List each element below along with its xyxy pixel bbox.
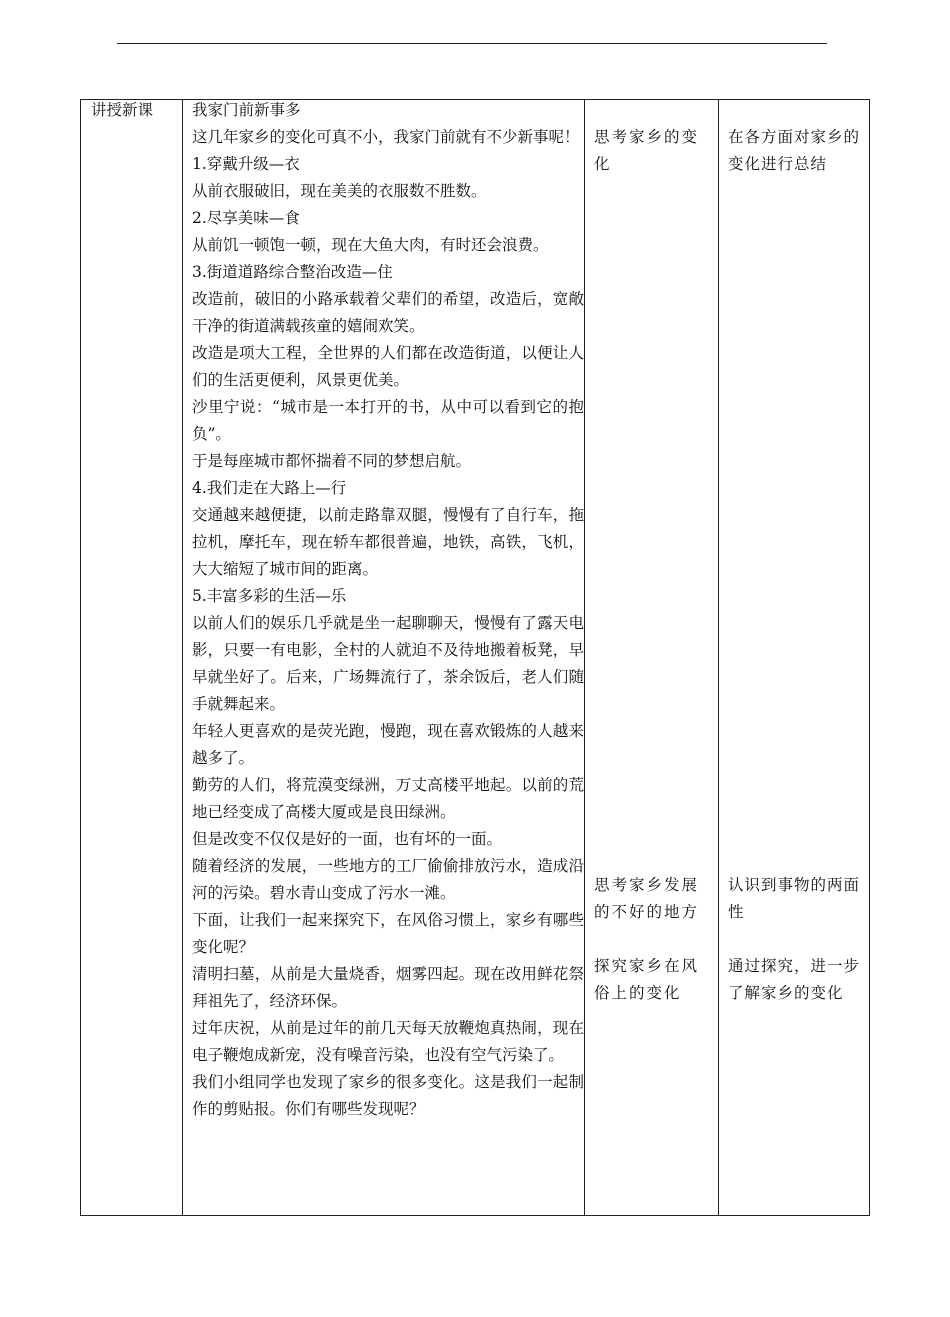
content-paragraph: 沙里宁说：“城市是一本打开的书，从中可以看到它的抱负”。: [192, 398, 584, 443]
column-divider: [584, 100, 585, 1215]
content-paragraph: 我们小组同学也发现了家乡的很多变化。这是我们一起制作的剪贴报。你们有哪些发现呢？: [192, 1073, 584, 1118]
student-activity-text: 思考家乡的变化: [594, 128, 700, 173]
content-paragraph: 随着经济的发展，一些地方的工厂偷偷排放污水，造成沿河的污染。碧水青山变成了污水一滩。: [192, 857, 584, 902]
content-paragraph: 于是每座城市都怀揣着不同的梦想启航。: [192, 452, 472, 470]
content-paragraph: 年轻人更喜欢的是荧光跑，慢跑，现在喜欢锻炼的人越来越多了。: [192, 722, 584, 767]
content-paragraph: 5.丰富多彩的生活—乐: [192, 587, 347, 605]
student-activity-2: [594, 872, 712, 1007]
content-paragraph: 从前饥一顿饱一顿，现在大鱼大肉，有时还会浪费。: [192, 236, 549, 254]
content-paragraph: 3.街道道路综合整治改造—住: [192, 263, 393, 281]
content-paragraph: 从前衣服破旧，现在美美的衣服数不胜数。: [192, 182, 487, 200]
content-paragraph: 以前人们的娱乐几乎就是坐一起聊聊天，慢慢有了露天电影，只要一有电影，全村的人就迫不及待地搬着板凳，早早就坐好了。后来，广场舞流行了，茶余饭后，老人们随手就舞起来。: [192, 614, 584, 713]
content-paragraph: 2.尽享美味—食: [192, 209, 300, 227]
content-paragraph: 我家门前新事多: [192, 101, 301, 119]
content-paragraph: 改造前，破旧的小路承载着父辈们的希望，改造后，宽敞干净的街道满载孩童的嬉闹欢笑。: [192, 290, 584, 335]
stage-label: 讲授新课: [91, 101, 154, 119]
content-paragraph: 过年庆祝，从前是过年的前几天每天放鞭炮真热闹，现在电子鞭炮成新宠，没有噪音污染，也没有空气污染了。: [192, 1019, 584, 1064]
content-paragraph: 勤劳的人们，将荒漠变绿洲，万丈高楼平地起。以前的荒地已经变成了高楼大厦或是良田绿洲。: [192, 776, 584, 821]
lesson-table: [80, 99, 870, 1216]
content-paragraph: 改造是项大工程，全世界的人们都在改造街道，以便让人们的生活更便利，风景更优美。: [192, 344, 584, 389]
design-intent-text: 认识到事物的两面性: [728, 876, 861, 921]
content-paragraph: 4.我们走在大路上—行: [192, 479, 347, 497]
design-intent-1: [728, 124, 864, 178]
teaching-content: [192, 97, 584, 1123]
student-activity-text: 思考家乡发展的不好的地方: [594, 876, 700, 921]
content-paragraph: 交通越来越便捷，以前走路靠双腿，慢慢有了自行车，拖拉机，摩托车，现在轿车都很普遍，地铁，高铁，飞机，大大缩短了城市间的距离。: [192, 506, 584, 578]
student-activity-1: [594, 124, 712, 178]
student-activity-text: 探究家乡在风俗上的变化: [594, 957, 700, 1002]
content-paragraph: 清明扫墓，从前是大量烧香，烟雾四起。现在改用鲜花祭拜祖先了，经济环保。: [192, 965, 584, 1010]
column-divider: [718, 100, 719, 1215]
content-paragraph: 这几年家乡的变化可真不小，我家门前就有不少新事呢！: [192, 128, 580, 146]
design-intent-2: [728, 872, 864, 1007]
content-paragraph: 但是改变不仅仅是好的一面，也有坏的一面。: [192, 830, 503, 848]
content-paragraph: 1.穿戴升级—衣: [192, 155, 300, 173]
content-paragraph: 下面，让我们一起来探究下，在风俗习惯上，家乡有哪些变化呢？: [192, 911, 584, 956]
column-divider: [182, 100, 183, 1215]
header-rule: [117, 43, 827, 44]
design-intent-text: 通过探究，进一步了解家乡的变化: [728, 957, 861, 1002]
design-intent-text: 在各方面对家乡的变化进行总结: [728, 128, 861, 173]
